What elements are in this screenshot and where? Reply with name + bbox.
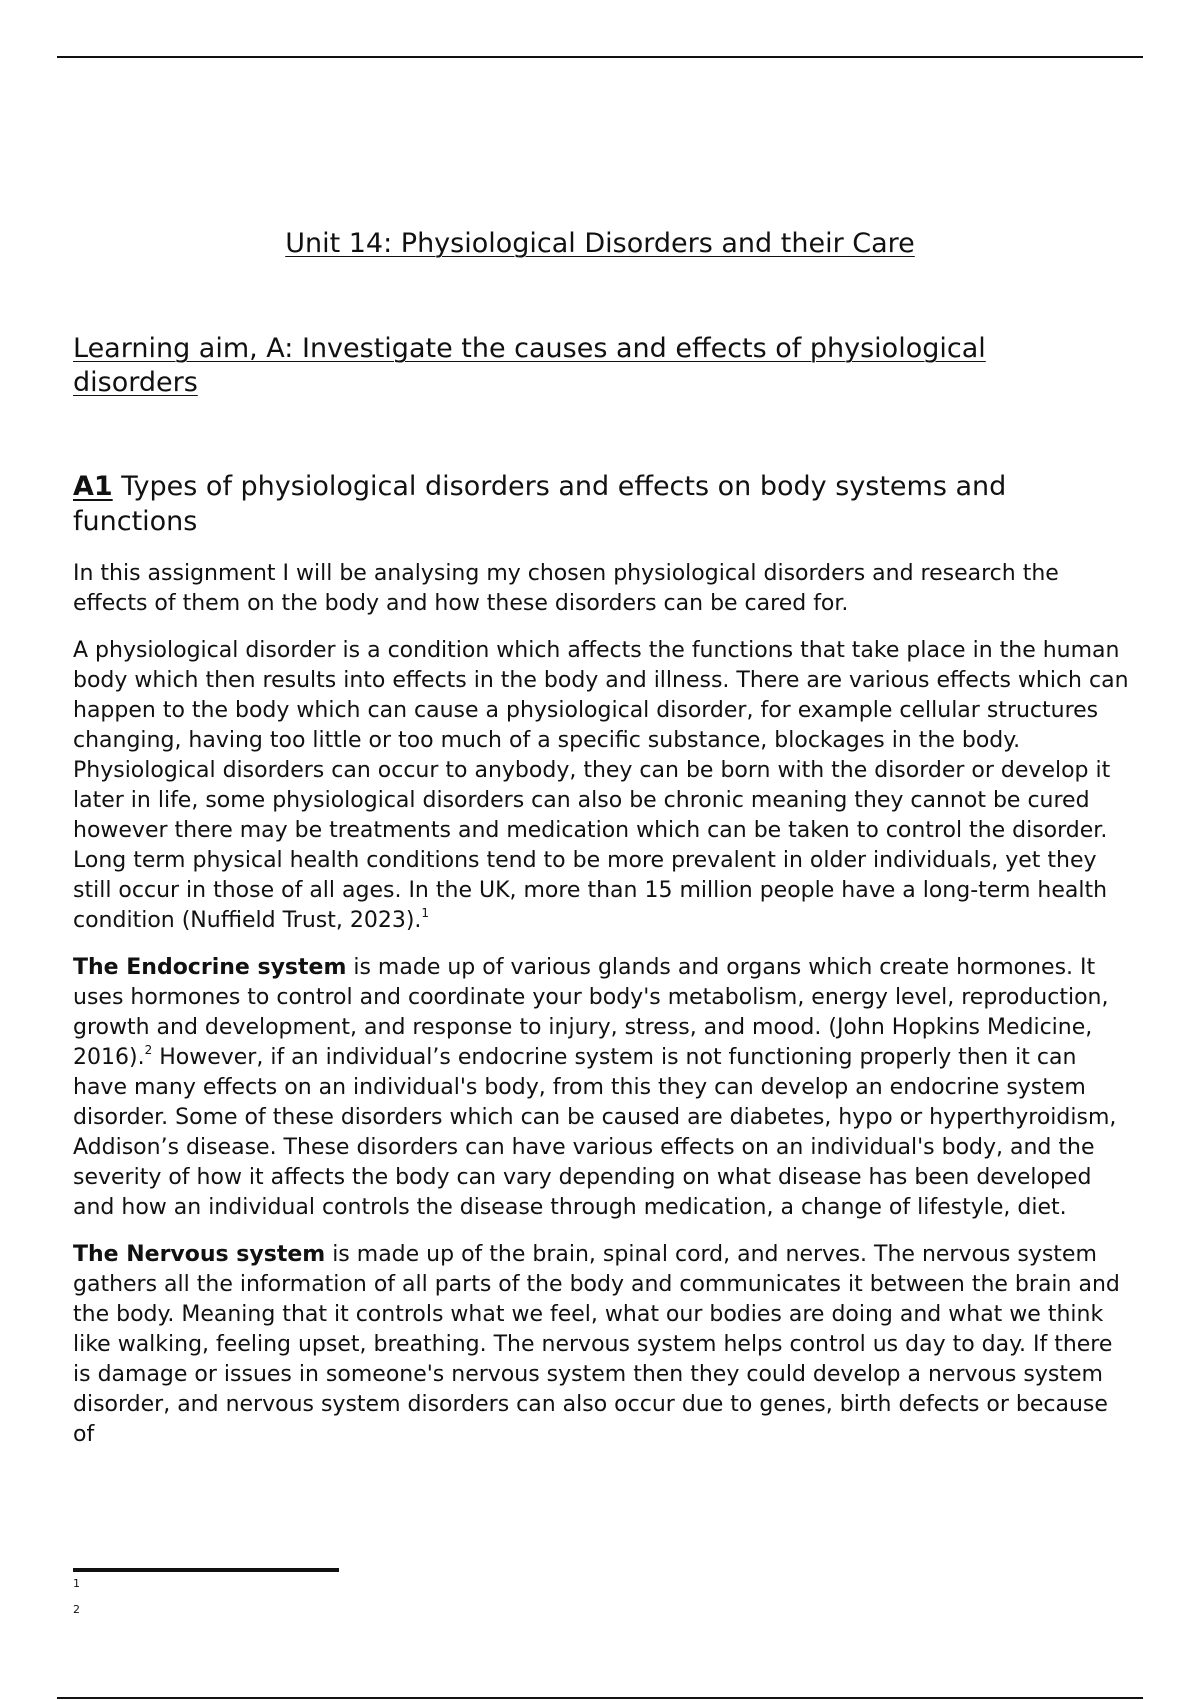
title-text: Unit 14: Physiological Disorders and their Care (285, 228, 915, 259)
definition-paragraph (73, 636, 1131, 936)
footnote-ref-2[interactable]: 2 (144, 1043, 153, 1057)
endocrine-paragraph (73, 953, 1131, 1223)
bottom-rule (57, 1697, 1143, 1699)
section-code: A1 (73, 471, 113, 502)
nervous-paragraph (73, 1240, 1131, 1450)
endocrine-text-2: However, if an individual’s endocrine system is not functioning properly then it can have many effects on an individual's body, from this they can develop an endocrine system disorder. Some of these disorders which can be caused are diabetes, hypo or hyperthyroidism, Addison’s disease. These disorders can have various effects on an individual's body, and the severity of how it affects the body can vary depending on what disease has been developed and how an individual controls the disease through medication, a change of lifestyle, diet. (73, 1045, 1117, 1220)
document-body (73, 469, 1131, 1467)
footnote-separator (73, 1568, 339, 1572)
footnote-1: 1 (73, 1577, 80, 1590)
document-title (0, 224, 1200, 264)
endocrine-lead: The Endocrine system (73, 955, 347, 980)
section-heading-text: Types of physiological disorders and effects on body systems and functions (73, 471, 1007, 537)
nervous-lead: The Nervous system (73, 1242, 326, 1267)
nervous-text: is made up of the brain, spinal cord, and nerves. The nervous system gathers all the information of all parts of the body and communicates it between the brain and the body. Meaning that it controls what we feel, what our bodies are doing and what we think like walking, feeling upset, breathing. The nervous system helps control us day to day. If there is damage or issues in someone's nervous system then they could develop a nervous system disorder, and nervous system disorders can also occur due to genes, birth defects or because of (73, 1242, 1120, 1447)
endocrine-text-1: is made up of various glands and organs which create hormones. It uses hormones to control and coordinate your body's metabolism, energy level, reproduction, growth and development, and response to injury, stress, and mood. (John Hopkins Medicine, 2016). (73, 955, 1109, 1070)
footnote-2: 2 (73, 1603, 80, 1616)
intro-paragraph: In this assignment I will be analysing my chosen physiological disorders and research the effects of them on the body and how these disorders can be cared for. (73, 561, 1059, 616)
top-rule (57, 56, 1143, 58)
definition-text: A physiological disorder is a condition which affects the functions that take place in the human body which then results into effects in the body and illness. There are various effects which can happen to the body which can cause a physiological disorder, for example cellular structures changing, having too little or too much of a specific substance, blockages in the body. Physiological disorders can occur to anybody, they can be born with the disorder or develop it later in life, some physiological disorders can also be chronic meaning they cannot be cured however there may be treatments and medication which can be taken to control the disorder. Long term physical health conditions tend to be more prevalent in older individuals, yet they still occur in those of all ages. In the UK, more than 15 million people have a long-term health condition (Nuffield Trust, 2023). (73, 638, 1129, 933)
footnote-ref-1[interactable]: 1 (421, 906, 430, 920)
section-heading (73, 469, 1131, 539)
learning-aim-heading: Learning aim, A: Investigate the causes and effects of physiological disorders (73, 333, 986, 398)
